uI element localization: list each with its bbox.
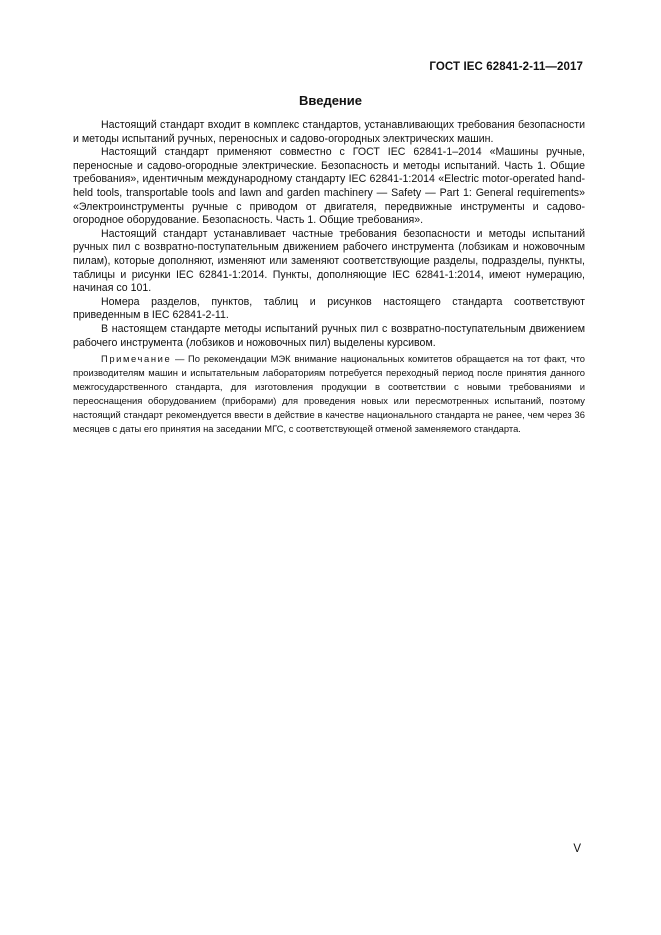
paragraph: Настоящий стандарт устанавливает частные требования безопасности и методы испытаний ручных пил с возвратно-поступательным движением рабочего инструмента (лобзикам и ножовочным пилам), которые дополняют, изменяют или заменяют соответствующие разделы, подразделы, пункты, таблицы и рисунки IEC 62841-1:2014. Пункты, дополняющие IEC 62841-1:2014, имеют нумерацию, начиная со 101. xyxy=(73,227,585,295)
note-block xyxy=(73,352,585,437)
note-label: Примечание xyxy=(101,353,172,364)
note-text: — По рекомендации МЭК внимание национальных комитетов обращается на тот факт, что производителям машин и испытательным лабораториям потребуется переходный период после принятия данного межгосударственного стандарта, для изготовления продукции в соответствии с новыми требованиями и переоснащения оборудованием (приборами) для проведения новых или пересмотренных испытаний, поэтому настоящий стандарт рекомендуется ввести в действие в качестве национального стандарта не ранее, чем через 36 месяцев с даты его принятия на заседании МГС, с соответствующей отменой заменяемого стандарта. xyxy=(73,353,585,435)
paragraph: В настоящем стандарте методы испытаний ручных пил с возвратно-поступательным движением рабочего инструмента (лобзиков и ножовочных пил) выделены курсивом. xyxy=(73,322,585,349)
paragraph: Настоящий стандарт применяют совместно с ГОСТ IEC 62841-1–2014 «Машины ручные, переносные и садово-огородные электрические. Безопасность и методы испытаний. Часть 1. Общие требования», идентичным международному стандарту IEC 62841-1:2014 «Electric motor-operated hand-held tools, transportable tools and lawn and garden machinery — Safety — Part 1: General requirements» «Электроинструменты ручные с приводом от двигателя, передвижные инструменты и садово-огородное оборудование. Безопасность. Часть 1. Общие требования». xyxy=(73,146,585,227)
page-number: V xyxy=(573,843,581,855)
section-title: Введение xyxy=(299,93,362,108)
paragraph: Настоящий стандарт входит в комплекс стандартов, устанавливающих требования безопасности и методы испытаний ручных, переносных и садово-огородных электрических машин. xyxy=(73,119,585,145)
introduction-body xyxy=(73,119,585,350)
paragraph: Номера разделов, пунктов, таблиц и рисунков настоящего стандарта соответствуют приведенным в IEC 62841-2-11. xyxy=(73,295,585,322)
document-code: ГОСТ IEC 62841-2-11—2017 xyxy=(429,61,583,73)
note-paragraph xyxy=(73,352,585,437)
